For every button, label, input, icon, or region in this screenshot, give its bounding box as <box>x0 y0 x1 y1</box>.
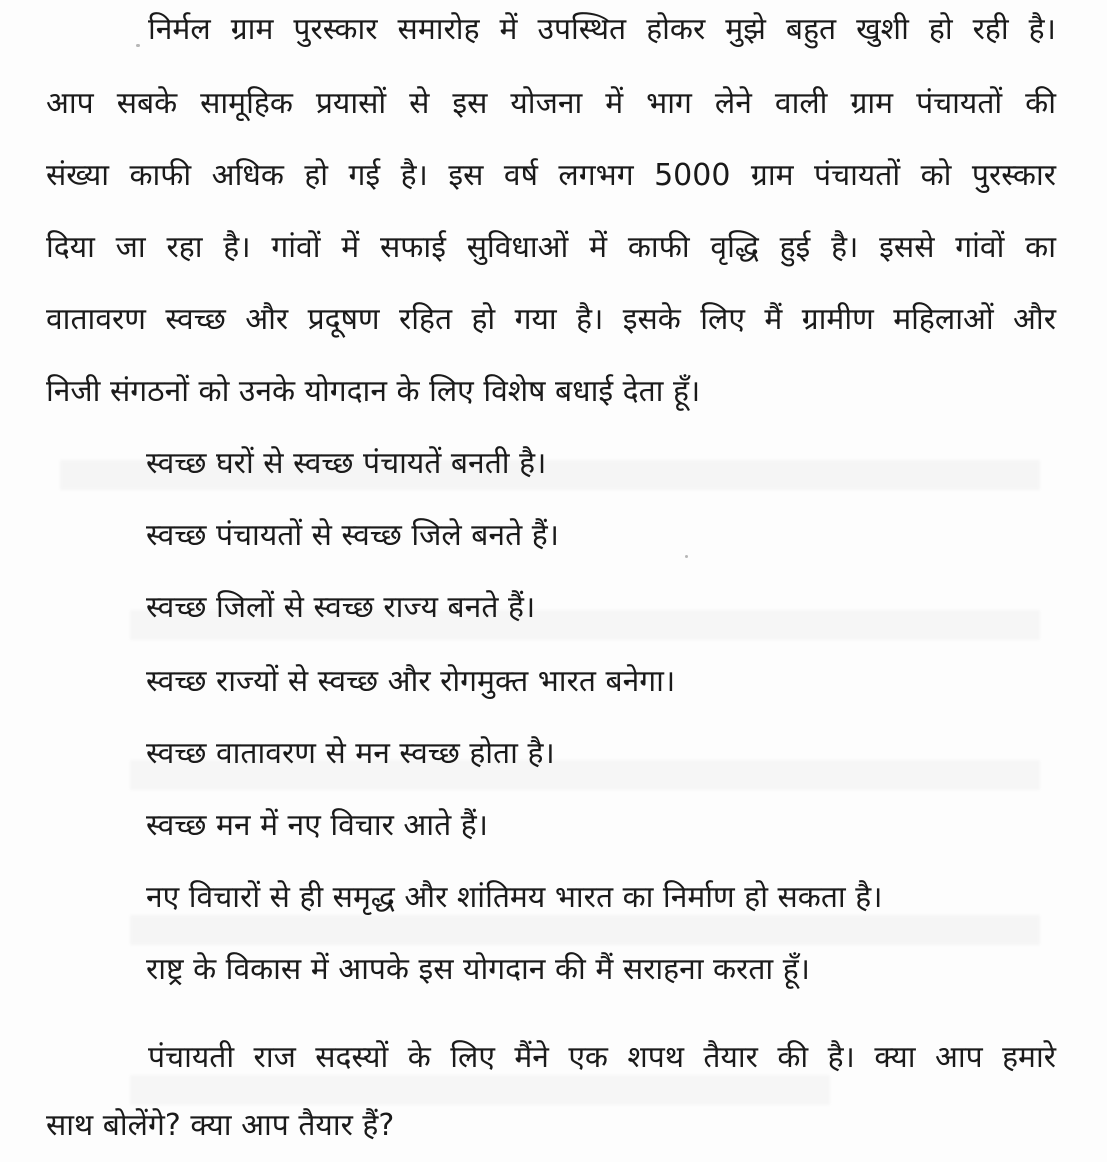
slogan-line-6: स्वच्छ मन में नए विचार आते हैं। <box>146 808 489 843</box>
slogan-line-7: नए विचारों से ही समृद्ध और शांतिमय भारत का निर्माण हो सकता है। <box>146 880 883 915</box>
bleed-through-mark <box>130 1075 830 1105</box>
scan-speck <box>685 555 688 558</box>
slogan-line-8: राष्ट्र के विकास में आपके इस योगदान की मैं सराहना करता हूँ। <box>146 952 811 987</box>
scan-speck <box>136 44 140 47</box>
slogan-line-1: स्वच्छ घरों से स्वच्छ पंचायतें बनती है। <box>146 446 547 481</box>
paragraph-1-line-3: संख्या काफी अधिक हो गई है। इस वर्ष लगभग 5000 ग्राम पंचायतों को पुरस्कार <box>46 158 1056 193</box>
paragraph-1-line-5: वातावरण स्वच्छ और प्रदूषण रहित हो गया है। इसके लिए मैं ग्रामीण महिलाओं और <box>46 302 1056 337</box>
paragraph-2-line-1: पंचायती राज सदस्यों के लिए मैंने एक शपथ तैयार की है। क्या आप हमारे <box>148 1040 1056 1075</box>
paragraph-1-line-2: आप सबके सामूहिक प्रयासों से इस योजना में भाग लेने वाली ग्राम पंचायतों की <box>46 86 1056 121</box>
bleed-through-mark <box>130 915 1040 945</box>
paragraph-1-line-4: दिया जा रहा है। गांवों में सफाई सुविधाओं में काफी वृद्धि हुई है। इससे गांवों का <box>46 230 1056 265</box>
slogan-line-3: स्वच्छ जिलों से स्वच्छ राज्य बनते हैं। <box>146 590 536 625</box>
paragraph-1-line-6: निजी संगठनों को उनके योगदान के लिए विशेष बधाई देता हूँ। <box>46 374 701 409</box>
paragraph-1-line-1: निर्मल ग्राम पुरस्कार समारोह में उपस्थित होकर मुझे बहुत खुशी हो रही है। <box>148 12 1056 47</box>
slogan-line-4: स्वच्छ राज्यों से स्वच्छ और रोगमुक्त भारत बनेगा। <box>146 664 676 699</box>
paragraph-2-line-2: साथ बोलेंगे? क्या आप तैयार हैं? <box>46 1108 395 1143</box>
slogan-line-5: स्वच्छ वातावरण से मन स्वच्छ होता है। <box>146 736 555 771</box>
slogan-line-2: स्वच्छ पंचायतों से स्वच्छ जिले बनते हैं। <box>146 518 560 553</box>
